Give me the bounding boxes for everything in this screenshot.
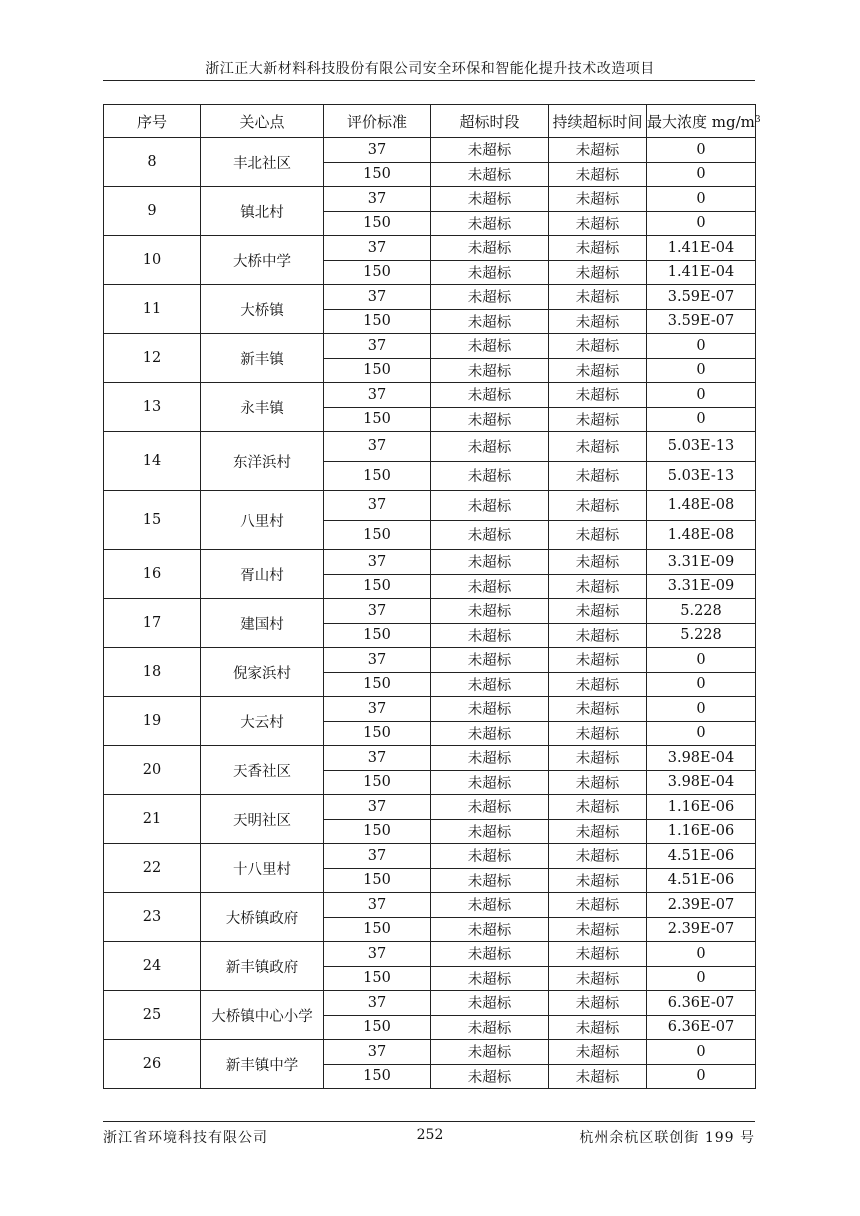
concentration-table (103, 104, 761, 1089)
table-row (104, 795, 756, 820)
max-concentration-cell: 0 (647, 334, 756, 359)
exceed-duration-cell: 未超标 (549, 491, 647, 521)
exceed-period-cell: 未超标 (431, 187, 549, 212)
row-number-cell: 21 (104, 795, 201, 844)
max-concentration-cell: 0 (647, 383, 756, 408)
exceed-period-cell: 未超标 (431, 623, 549, 648)
exceed-duration-cell: 未超标 (549, 383, 647, 408)
max-concentration-cell: 1.48E-08 (647, 491, 756, 521)
standard-cell: 150 (324, 358, 431, 383)
max-concentration-cell: 2.39E-07 (647, 893, 756, 918)
col-header-no: 序号 (104, 105, 201, 138)
row-number-cell: 18 (104, 648, 201, 697)
exceed-duration-cell: 未超标 (549, 260, 647, 285)
exceed-period-cell: 未超标 (431, 285, 549, 310)
row-number-cell: 22 (104, 844, 201, 893)
concern-point-cell: 新丰镇中学 (201, 1040, 324, 1089)
table-row (104, 942, 756, 967)
standard-cell: 37 (324, 236, 431, 261)
standard-cell: 37 (324, 491, 431, 521)
exceed-duration-cell: 未超标 (549, 623, 647, 648)
max-concentration-cell: 0 (647, 162, 756, 187)
exceed-period-cell: 未超标 (431, 770, 549, 795)
standard-cell: 37 (324, 285, 431, 310)
max-concentration-cell: 0 (647, 672, 756, 697)
standard-cell: 150 (324, 520, 431, 550)
row-number-cell: 23 (104, 893, 201, 942)
concern-point-cell: 东洋浜村 (201, 432, 324, 491)
exceed-period-cell: 未超标 (431, 236, 549, 261)
exceed-period-cell: 未超标 (431, 795, 549, 820)
exceed-duration-cell: 未超标 (549, 1064, 647, 1089)
exceed-period-cell: 未超标 (431, 211, 549, 236)
exceed-duration-cell: 未超标 (549, 672, 647, 697)
max-concentration-cell: 5.228 (647, 599, 756, 624)
exceed-duration-cell: 未超标 (549, 211, 647, 236)
max-concentration-cell: 0 (647, 187, 756, 212)
row-number-cell: 14 (104, 432, 201, 491)
max-concentration-cell: 6.36E-07 (647, 1015, 756, 1040)
row-number-cell: 24 (104, 942, 201, 991)
concern-point-cell: 新丰镇 (201, 334, 324, 383)
concern-point-cell: 倪家浜村 (201, 648, 324, 697)
standard-cell: 150 (324, 574, 431, 599)
exceed-period-cell: 未超标 (431, 721, 549, 746)
exceed-duration-cell: 未超标 (549, 746, 647, 771)
standard-cell: 150 (324, 623, 431, 648)
exceed-period-cell: 未超标 (431, 520, 549, 550)
table-row (104, 648, 756, 673)
table-header-row (104, 105, 756, 138)
row-number-cell: 15 (104, 491, 201, 550)
table-row (104, 844, 756, 869)
standard-cell: 37 (324, 432, 431, 462)
exceed-period-cell: 未超标 (431, 1040, 549, 1065)
exceed-period-cell: 未超标 (431, 819, 549, 844)
exceed-period-cell: 未超标 (431, 672, 549, 697)
concern-point-cell: 新丰镇政府 (201, 942, 324, 991)
exceed-period-cell: 未超标 (431, 461, 549, 491)
table-row (104, 236, 756, 261)
exceed-period-cell: 未超标 (431, 574, 549, 599)
exceed-period-cell: 未超标 (431, 746, 549, 771)
standard-cell: 37 (324, 550, 431, 575)
col-header-standard: 评价标准 (324, 105, 431, 138)
concern-point-cell: 建国村 (201, 599, 324, 648)
concern-point-cell: 大云村 (201, 697, 324, 746)
max-concentration-cell: 0 (647, 1064, 756, 1089)
max-concentration-cell: 3.59E-07 (647, 309, 756, 334)
concern-point-cell: 丰北社区 (201, 138, 324, 187)
standard-cell: 37 (324, 746, 431, 771)
standard-cell: 150 (324, 1015, 431, 1040)
max-concentration-cell: 1.41E-04 (647, 260, 756, 285)
standard-cell: 150 (324, 917, 431, 942)
exceed-duration-cell: 未超标 (549, 697, 647, 722)
row-number-cell: 26 (104, 1040, 201, 1089)
exceed-duration-cell: 未超标 (549, 236, 647, 261)
table-row (104, 187, 756, 212)
standard-cell: 150 (324, 770, 431, 795)
concern-point-cell: 镇北村 (201, 187, 324, 236)
exceed-period-cell: 未超标 (431, 648, 549, 673)
standard-cell: 150 (324, 309, 431, 334)
row-number-cell: 16 (104, 550, 201, 599)
standard-cell: 150 (324, 162, 431, 187)
max-concentration-cell: 3.31E-09 (647, 574, 756, 599)
max-concentration-cell: 0 (647, 211, 756, 236)
max-concentration-cell: 3.31E-09 (647, 550, 756, 575)
max-concentration-cell: 1.41E-04 (647, 236, 756, 261)
table-row (104, 1040, 756, 1065)
standard-cell: 37 (324, 599, 431, 624)
max-concentration-cell: 3.98E-04 (647, 770, 756, 795)
standard-cell: 37 (324, 795, 431, 820)
max-concentration-cell: 4.51E-06 (647, 868, 756, 893)
max-concentration-cell: 0 (647, 358, 756, 383)
header-rule (103, 80, 755, 81)
exceed-period-cell: 未超标 (431, 1015, 549, 1040)
max-concentration-label: 最大浓度 mg/m (647, 112, 755, 131)
row-number-cell: 11 (104, 285, 201, 334)
footer-address: 杭州余杭区联创街 199 号 (579, 1130, 755, 1146)
exceed-period-cell: 未超标 (431, 550, 549, 575)
exceed-period-cell: 未超标 (431, 844, 549, 869)
max-concentration-cell: 3.59E-07 (647, 285, 756, 310)
table-row (104, 697, 756, 722)
exceed-duration-cell: 未超标 (549, 795, 647, 820)
max-concentration-cell: 0 (647, 648, 756, 673)
exceed-period-cell: 未超标 (431, 162, 549, 187)
max-concentration-cell: 0 (647, 942, 756, 967)
exceed-duration-cell: 未超标 (549, 358, 647, 383)
exceed-duration-cell: 未超标 (549, 285, 647, 310)
max-concentration-cell: 5.228 (647, 623, 756, 648)
exceed-period-cell: 未超标 (431, 383, 549, 408)
exceed-period-cell: 未超标 (431, 407, 549, 432)
standard-cell: 150 (324, 211, 431, 236)
row-number-cell: 25 (104, 991, 201, 1040)
max-concentration-cell: 5.03E-13 (647, 461, 756, 491)
row-number-cell: 17 (104, 599, 201, 648)
standard-cell: 150 (324, 407, 431, 432)
table-row (104, 138, 756, 163)
max-concentration-cell: 0 (647, 1040, 756, 1065)
exceed-period-cell: 未超标 (431, 309, 549, 334)
exceed-period-cell: 未超标 (431, 432, 549, 462)
exceed-duration-cell: 未超标 (549, 942, 647, 967)
exceed-period-cell: 未超标 (431, 599, 549, 624)
exceed-period-cell: 未超标 (431, 966, 549, 991)
exceed-period-cell: 未超标 (431, 942, 549, 967)
footer-rule (103, 1121, 755, 1122)
exceed-period-cell: 未超标 (431, 491, 549, 521)
concern-point-cell: 大桥中学 (201, 236, 324, 285)
footer-page-number: 252 (416, 1127, 444, 1143)
table-row (104, 285, 756, 310)
table-row (104, 550, 756, 575)
exceed-duration-cell: 未超标 (549, 432, 647, 462)
standard-cell: 150 (324, 819, 431, 844)
concern-point-cell: 大桥镇中心小学 (201, 991, 324, 1040)
footer-company: 浙江省环境科技有限公司 (103, 1130, 268, 1146)
standard-cell: 37 (324, 1040, 431, 1065)
standard-cell: 37 (324, 383, 431, 408)
exceed-period-cell: 未超标 (431, 260, 549, 285)
col-header-max-concentration (647, 105, 761, 138)
concern-point-cell: 十八里村 (201, 844, 324, 893)
exceed-period-cell: 未超标 (431, 917, 549, 942)
concern-point-cell: 八里村 (201, 491, 324, 550)
row-number-cell: 8 (104, 138, 201, 187)
exceed-duration-cell: 未超标 (549, 819, 647, 844)
exceed-duration-cell: 未超标 (549, 1040, 647, 1065)
col-header-point: 关心点 (201, 105, 324, 138)
exceed-duration-cell: 未超标 (549, 893, 647, 918)
table-row (104, 599, 756, 624)
exceed-period-cell: 未超标 (431, 1064, 549, 1089)
standard-cell: 150 (324, 868, 431, 893)
concern-point-cell: 大桥镇 (201, 285, 324, 334)
exceed-period-cell: 未超标 (431, 868, 549, 893)
max-concentration-cell: 1.16E-06 (647, 819, 756, 844)
row-number-cell: 13 (104, 383, 201, 432)
max-concentration-cell: 0 (647, 966, 756, 991)
concern-point-cell: 胥山村 (201, 550, 324, 599)
max-concentration-cell: 0 (647, 407, 756, 432)
max-concentration-cell: 5.03E-13 (647, 432, 756, 462)
standard-cell: 150 (324, 1064, 431, 1089)
standard-cell: 37 (324, 942, 431, 967)
exceed-period-cell: 未超标 (431, 138, 549, 163)
concern-point-cell: 永丰镇 (201, 383, 324, 432)
standard-cell: 37 (324, 648, 431, 673)
exceed-duration-cell: 未超标 (549, 407, 647, 432)
exceed-period-cell: 未超标 (431, 893, 549, 918)
exceed-period-cell: 未超标 (431, 697, 549, 722)
max-concentration-cell: 2.39E-07 (647, 917, 756, 942)
exceed-duration-cell: 未超标 (549, 187, 647, 212)
standard-cell: 150 (324, 721, 431, 746)
table-row (104, 334, 756, 359)
exceed-duration-cell: 未超标 (549, 550, 647, 575)
max-concentration-cell: 0 (647, 721, 756, 746)
standard-cell: 37 (324, 844, 431, 869)
exceed-duration-cell: 未超标 (549, 991, 647, 1016)
col-header-exceed-period: 超标时段 (431, 105, 549, 138)
exceed-duration-cell: 未超标 (549, 648, 647, 673)
exceed-period-cell: 未超标 (431, 334, 549, 359)
exceed-duration-cell: 未超标 (549, 966, 647, 991)
max-concentration-cell: 0 (647, 697, 756, 722)
table-row (104, 991, 756, 1016)
standard-cell: 37 (324, 697, 431, 722)
row-number-cell: 10 (104, 236, 201, 285)
page-header-title: 浙江正大新材料科技股份有限公司安全环保和智能化提升技术改造项目 (205, 61, 655, 77)
row-number-cell: 19 (104, 697, 201, 746)
exceed-duration-cell: 未超标 (549, 309, 647, 334)
exceed-duration-cell: 未超标 (549, 574, 647, 599)
standard-cell: 37 (324, 334, 431, 359)
max-concentration-cell: 4.51E-06 (647, 844, 756, 869)
exceed-duration-cell: 未超标 (549, 868, 647, 893)
standard-cell: 37 (324, 138, 431, 163)
max-concentration-cell: 3.98E-04 (647, 746, 756, 771)
exceed-duration-cell: 未超标 (549, 917, 647, 942)
standard-cell: 150 (324, 260, 431, 285)
table-row (104, 491, 756, 521)
exceed-duration-cell: 未超标 (549, 770, 647, 795)
exceed-period-cell: 未超标 (431, 358, 549, 383)
standard-cell: 37 (324, 991, 431, 1016)
table-row (104, 383, 756, 408)
col-header-exceed-duration: 持续超标时间 (549, 105, 647, 138)
exceed-duration-cell: 未超标 (549, 1015, 647, 1040)
exceed-duration-cell: 未超标 (549, 162, 647, 187)
table-row (104, 432, 756, 462)
row-number-cell: 9 (104, 187, 201, 236)
concern-point-cell: 大桥镇政府 (201, 893, 324, 942)
exceed-duration-cell: 未超标 (549, 461, 647, 491)
exceed-duration-cell: 未超标 (549, 844, 647, 869)
exceed-duration-cell: 未超标 (549, 334, 647, 359)
table-row (104, 893, 756, 918)
standard-cell: 37 (324, 893, 431, 918)
row-number-cell: 12 (104, 334, 201, 383)
max-concentration-cell: 1.16E-06 (647, 795, 756, 820)
concern-point-cell: 天香社区 (201, 746, 324, 795)
standard-cell: 150 (324, 966, 431, 991)
max-concentration-cell: 6.36E-07 (647, 991, 756, 1016)
row-number-cell: 20 (104, 746, 201, 795)
exceed-duration-cell: 未超标 (549, 599, 647, 624)
table-row (104, 746, 756, 771)
standard-cell: 150 (324, 461, 431, 491)
table-body (104, 138, 756, 1089)
standard-cell: 37 (324, 187, 431, 212)
exceed-duration-cell: 未超标 (549, 138, 647, 163)
exceed-duration-cell: 未超标 (549, 520, 647, 550)
standard-cell: 150 (324, 672, 431, 697)
max-concentration-cell: 1.48E-08 (647, 520, 756, 550)
exceed-period-cell: 未超标 (431, 991, 549, 1016)
concern-point-cell: 天明社区 (201, 795, 324, 844)
max-concentration-cell: 0 (647, 138, 756, 163)
unit-superscript: 3 (754, 114, 761, 125)
exceed-duration-cell: 未超标 (549, 721, 647, 746)
